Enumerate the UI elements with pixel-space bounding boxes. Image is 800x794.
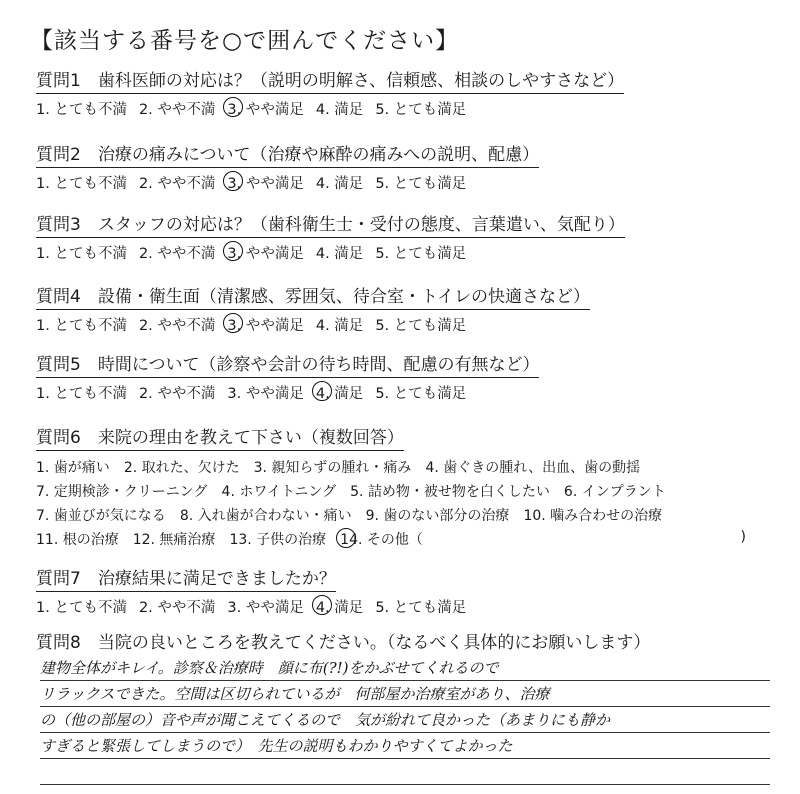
q6-close-paren: ) (740, 529, 746, 545)
question-1-choices (36, 98, 776, 119)
q3-choice-4[interactable]: 4. 満足 (315, 246, 364, 262)
q1-choice-4[interactable]: 4. 満足 (315, 102, 364, 118)
q1-choice-1[interactable]: 1. とても不満 (36, 102, 127, 118)
q4-choice-5[interactable]: 5. とても満足 (375, 318, 467, 334)
q5-choice-3[interactable]: 3. やや満足 (227, 386, 304, 402)
question-5-title: 質問5 時間について（診察や会計の待ち時間、配慮の有無など） (36, 350, 539, 378)
q2-choice-5[interactable]: 5. とても満足 (375, 176, 467, 192)
question-1 (36, 66, 776, 119)
answer-text-line: の（他の部屋の）音や声が聞こえてくるので 気が紛れて良かった（あまりにも静か (40, 711, 611, 729)
question-1-title: 質問1 歯科医師の対応は？（説明の明解さ、信頼感、相談のしやすさなど） (36, 66, 624, 94)
question-2-title: 質問2 治療の痛みについて（治療や麻酔の痛みへの説明、配慮） (36, 140, 539, 168)
q6-option[interactable]: 7. 定期検診・クリーニング (36, 484, 208, 500)
q6-option[interactable]: 2. 取れた、欠けた (123, 460, 240, 476)
q4-choice-4[interactable]: 4. 満足 (315, 318, 364, 334)
q1-choice-2[interactable]: 2. やや不満 (138, 102, 216, 118)
q6-option[interactable]: 9. 歯のない部分の治療 (365, 508, 510, 524)
q8-handwritten-answer[interactable] (40, 655, 770, 759)
q5-choice-5[interactable]: 5. とても満足 (375, 386, 467, 402)
q6-option[interactable]: 8. 入れ歯が合わない・痛い (179, 508, 352, 524)
q6-row-4 (36, 529, 776, 549)
q3-choice-2[interactable]: 2. やや不満 (138, 246, 216, 262)
q6-option[interactable]: 7. 歯並びが気になる (36, 508, 166, 524)
q5-choice-4-selected[interactable]: 4. 満足 (316, 382, 363, 403)
q6-option[interactable]: 4. ホワイトニング (221, 484, 337, 500)
question-4-title: 質問4 設備・衛生面（清潔感、雰囲気、待合室・トイレの快適さなど） (36, 282, 590, 310)
q2-choice-4[interactable]: 4. 満足 (315, 176, 364, 192)
question-7-title: 質問7 治療結果に満足できましたか？ (36, 564, 336, 592)
question-3 (36, 210, 776, 263)
answer-text-line: 建物全体がキレイ。診察＆治療時 顔に布(?!)をかぶせてくれるので (40, 659, 499, 677)
q6-option[interactable]: 13. 子供の治療 (229, 532, 327, 548)
q1-choice-5[interactable]: 5. とても満足 (375, 102, 467, 118)
answer-text-line: すぎると緊張してしまうので） 先生の説明もわかりやすくてよかった (40, 737, 513, 755)
question-5-choices (36, 382, 776, 403)
q2-choice-2[interactable]: 2. やや不満 (138, 176, 216, 192)
q6-option[interactable]: 4. 歯ぐきの腫れ、出血、歯の動揺 (425, 460, 641, 476)
q7-choice-5[interactable]: 5. とても満足 (375, 600, 467, 616)
q5-choice-2[interactable]: 2. やや不満 (138, 386, 216, 402)
q6-option[interactable]: 12. 無痛治療 (132, 532, 216, 548)
q3-choice-5[interactable]: 5. とても満足 (375, 246, 467, 262)
question-8 (36, 628, 776, 655)
q6-option[interactable]: 11. 根の治療 (36, 532, 119, 548)
question-7-choices (36, 596, 776, 617)
question-3-choices (36, 242, 776, 263)
answer-text-line: リラックスできた。空間は区切られているが 何部屋か治療室があり、治療 (40, 685, 550, 703)
q7-choice-1[interactable]: 1. とても不満 (36, 600, 127, 616)
q6-option[interactable]: 10. 噛み合わせの治療 (523, 508, 663, 524)
q6-option[interactable]: 5. 詰め物・被せ物を白くしたい (350, 484, 550, 500)
q4-choice-2[interactable]: 2. やや不満 (138, 318, 216, 334)
q2-choice-3-selected[interactable]: 3. やや満足 (227, 172, 303, 193)
question-2-choices (36, 172, 776, 193)
q2-choice-1[interactable]: 1. とても不満 (36, 176, 127, 192)
q3-choice-3-selected[interactable]: 3. やや満足 (227, 242, 303, 263)
q6-option[interactable]: 3. 親知らずの腫れ・痛み (253, 460, 412, 476)
q7-choice-3[interactable]: 3. やや満足 (227, 600, 304, 616)
question-7 (36, 564, 776, 617)
question-6-title: 質問6 来院の理由を教えて下さい（複数回答） (36, 423, 404, 451)
q4-choice-1[interactable]: 1. とても不満 (36, 318, 127, 334)
question-5 (36, 350, 776, 403)
q6-row-1 (36, 457, 776, 477)
q6-option[interactable]: 1. 歯が痛い (36, 460, 110, 476)
answer-line (40, 784, 770, 785)
question-6 (36, 423, 776, 553)
q6-row-2 (36, 481, 776, 501)
question-8-title: 質問8 当院の良いところを教えてください。（なるべく具体的にお願いします） (36, 633, 651, 653)
q7-choice-2[interactable]: 2. やや不満 (138, 600, 216, 616)
q1-choice-3-selected[interactable]: 3. やや満足 (227, 98, 303, 119)
q5-choice-1[interactable]: 1. とても不満 (36, 386, 127, 402)
form-instruction-header: 【該当する番号を○で囲んでください】 (30, 28, 460, 54)
question-3-title: 質問3 スタッフの対応は？（歯科衛生士・受付の態度、言葉遣い、気配り） (36, 210, 625, 238)
q6-row-3 (36, 505, 776, 525)
q7-choice-4-selected[interactable]: 4. 満足 (316, 596, 363, 617)
question-2 (36, 140, 776, 193)
question-6-options (36, 457, 776, 549)
question-4 (36, 282, 776, 335)
q3-choice-1[interactable]: 1. とても不満 (36, 246, 127, 262)
question-4-choices (36, 314, 776, 335)
q4-choice-3-selected[interactable]: 3. やや満足 (227, 314, 303, 335)
q6-option-other-selected[interactable]: 14. その他（ (340, 529, 423, 549)
q6-option[interactable]: 6. インプラント (563, 484, 666, 500)
